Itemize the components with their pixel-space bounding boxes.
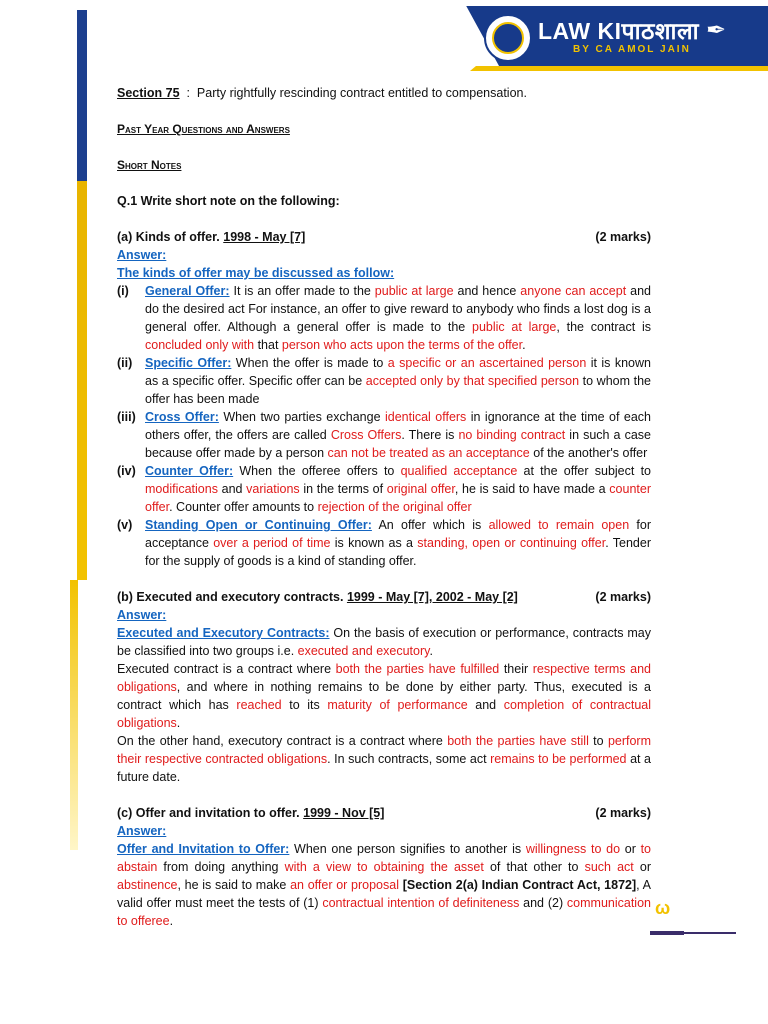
list-item: (ii) Specific Offer: When the offer is made to a specific or an ascertained person it is known as a specific offer. Specific offer can be accepted only by that specified person to whom the offer has been made [117, 356, 651, 406]
paragraph: Offer and Invitation to Offer: When one person signifies to another is willingness to do or to abstain from doing anything with a view to obtaining the asset of that other to such act or abstinence, he is said to make an offer or proposal [Section 2(a) Indian Contract Act, 1872], A valid offer must meet the tests of (1) contractual intention of definiteness and (2) communication to offeree. [117, 842, 652, 928]
paragraph: Executed contract is a contract where both the parties have fulfilled their respective terms and obligations, and where in nothing remains to be done by either party. Thus, executed is a contract which has reached to its maturity of performance and completion of contractual obligations. [117, 662, 651, 730]
pen-nib-icon: ✒ [706, 17, 727, 44]
question-a-heading: (a) Kinds of offer. 1998 - May [7] (2 marks) [117, 230, 651, 244]
left-accent-fade [70, 580, 78, 850]
section-heading: Section 75 : Party rightfully rescinding contract entitled to compensation. [117, 86, 527, 100]
list-item: (iv) Counter Offer: When the offeree offers to qualified acceptance at the offer subject to modifications and variations in the terms of original offer, he is said to have made a counter offer. Counter offer amounts to rejection of the original offer [117, 464, 651, 514]
question-c-heading: (c) Offer and invitation to offer. 1999 - Nov [5] (2 marks) [117, 806, 651, 820]
left-accent-bar [77, 10, 87, 580]
question-1: Q.1 Write short note on the following: [117, 194, 340, 208]
question-b-heading: (b) Executed and executory contracts. 1999 - May [7], 2002 - May [2] (2 marks) [117, 590, 651, 604]
seal-icon [484, 14, 532, 62]
brand-title: LAW KIपाठशाला [538, 18, 700, 44]
list-item: (v) Standing Open or Continuing Offer: An offer which is allowed to remain open for acceptance over a period of time is known as a standing, open or continuing offer. Tender for the supply of goods is a kind of standing offer. [117, 518, 651, 568]
list-item: (iii) Cross Offer: When two parties exchange identical offers in ignorance at the time of each others offer, the offers are called Cross Offers. There is no binding contract in such a case because offer made by a person can not be treated as an acceptance of the another's offer [117, 410, 651, 460]
paragraph: On the other hand, executory contract is a contract where both the parties have still to perform their respective contracted obligations. In such contracts, some act remains to be performed at a future date. [117, 734, 652, 784]
short-notes-heading: Short Notes [117, 158, 182, 172]
corner-mark-icon: ω [655, 898, 671, 918]
paragraph: Executed and Executory Contracts: On the basis of execution or performance, contracts may be classified into two groups i.e. executed and executory. [117, 626, 651, 658]
answer-label-c: Answer: [117, 824, 167, 838]
brand-subtitle: BY CA AMOL JAIN [573, 44, 691, 55]
pyqa-heading: Past Year Questions and Answers [117, 122, 290, 136]
header-stripe [470, 66, 768, 71]
answer-label-b: Answer: [117, 608, 167, 622]
footer-divider-accent [650, 931, 684, 935]
answer-label-a: Answer: [117, 248, 167, 262]
list-item: (i) General Offer: It is an offer made to the public at large and hence anyone can accept and do the desired act For instance, an offer to give reward to anybody who finds a lost dog is a general offer. Although a general offer is made to the public at large, the contract is concluded only with that person who acts upon the terms of the offer. [117, 284, 651, 352]
document-body [117, 84, 651, 930]
kinds-intro: The kinds of offer may be discussed as follow: [117, 266, 395, 280]
